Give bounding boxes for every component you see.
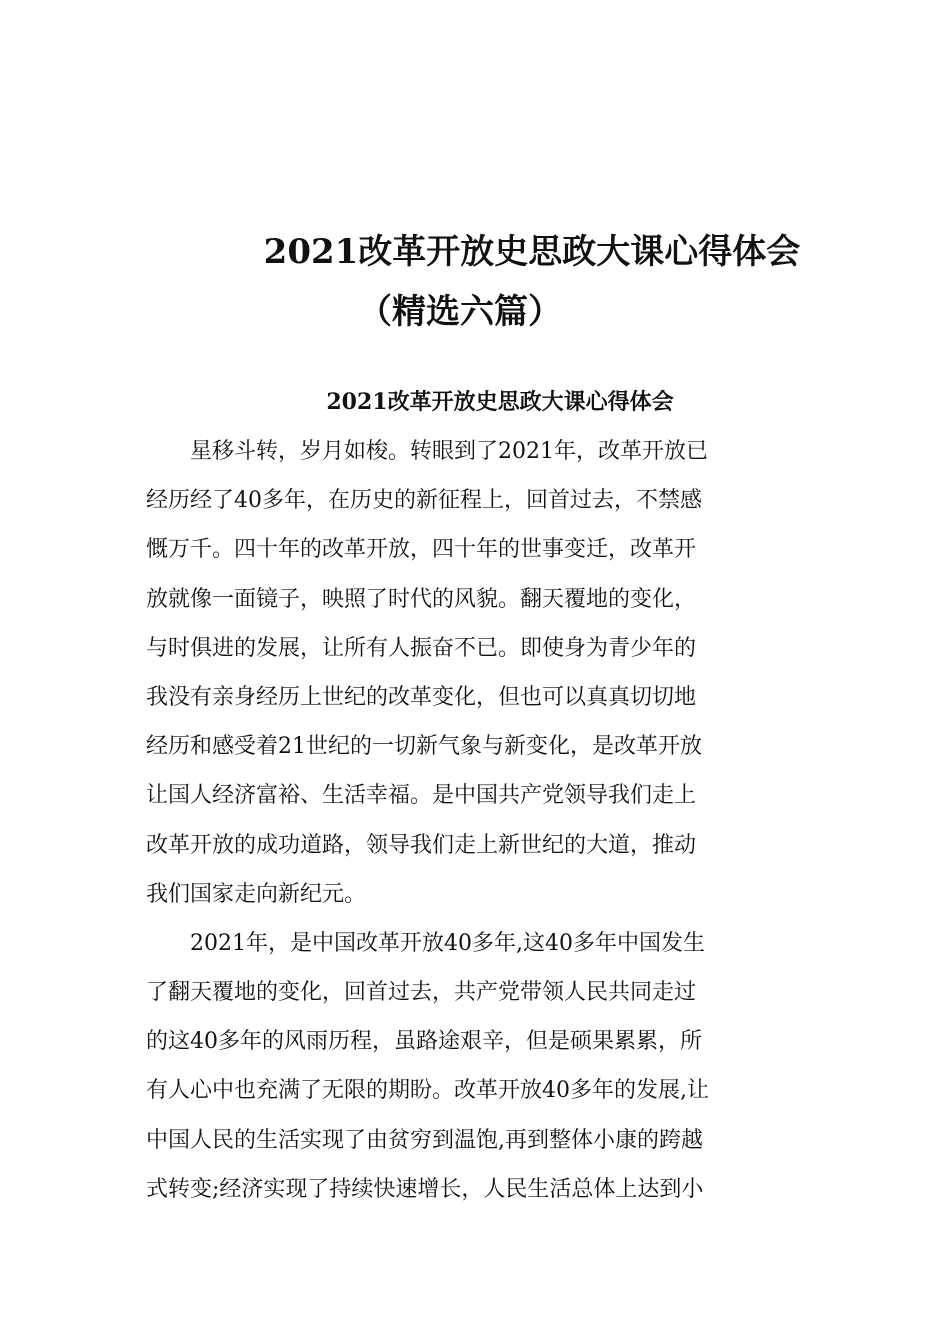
text-line: 式转变;经济实现了持续快速增长，人民生活总体上达到小: [146, 1176, 704, 1202]
document-title-line-2: （精选六篇）: [358, 292, 562, 332]
document-title: [140, 222, 900, 342]
text-line: 让国人经济富裕、生活幸福。是中国共产党领导我们走上: [146, 783, 697, 809]
document-title-line-1: 2021改革开放史思政大课心得体会: [263, 232, 801, 272]
text-line: 2021年，是中国改革开放40多年,这40多年中国发生: [146, 930, 705, 956]
text-line: 改革开放的成功道路，领导我们走上新世纪的大道，推动: [146, 832, 697, 858]
text-line: 有人心中也充满了无限的期盼。改革开放40多年的发展,让: [146, 1078, 709, 1104]
text-line: 经历经了40多年，在历史的新征程上，回首过去，不禁感: [146, 488, 702, 514]
text-line: 了翻天覆地的变化，回首过去，共产党带领人民共同走过: [146, 980, 697, 1006]
text-line: 我们国家走向新纪元。: [146, 881, 367, 907]
text-line: 的这40多年的风雨历程，虽路途艰辛，但是硕果累累，所: [146, 1029, 702, 1055]
text-line: 我没有亲身经历上世纪的改革变化，但也可以真真切切地: [146, 684, 697, 710]
text-line: 星移斗转，岁月如梭。转眼到了2021年，改革开放已: [146, 439, 708, 464]
text-line: 与时俱进的发展，让所有人振奋不已。即使身为青少年的: [146, 635, 697, 661]
text-line: 慨万千。四十年的改革开放，四十年的世事变迁，改革开: [146, 537, 697, 563]
body-text: [146, 427, 806, 1214]
text-line: 放就像一面镜子，映照了时代的风貌。翻天覆地的变化，: [146, 586, 697, 612]
text-line: 经历和感受着21世纪的一切新气象与新变化，是改革开放: [146, 734, 702, 760]
section-title: 2021改革开放史思政大课心得体会: [326, 389, 674, 415]
text-line: 中国人民的生活实现了由贫穷到温饱,再到整体小康的跨越: [146, 1127, 703, 1153]
